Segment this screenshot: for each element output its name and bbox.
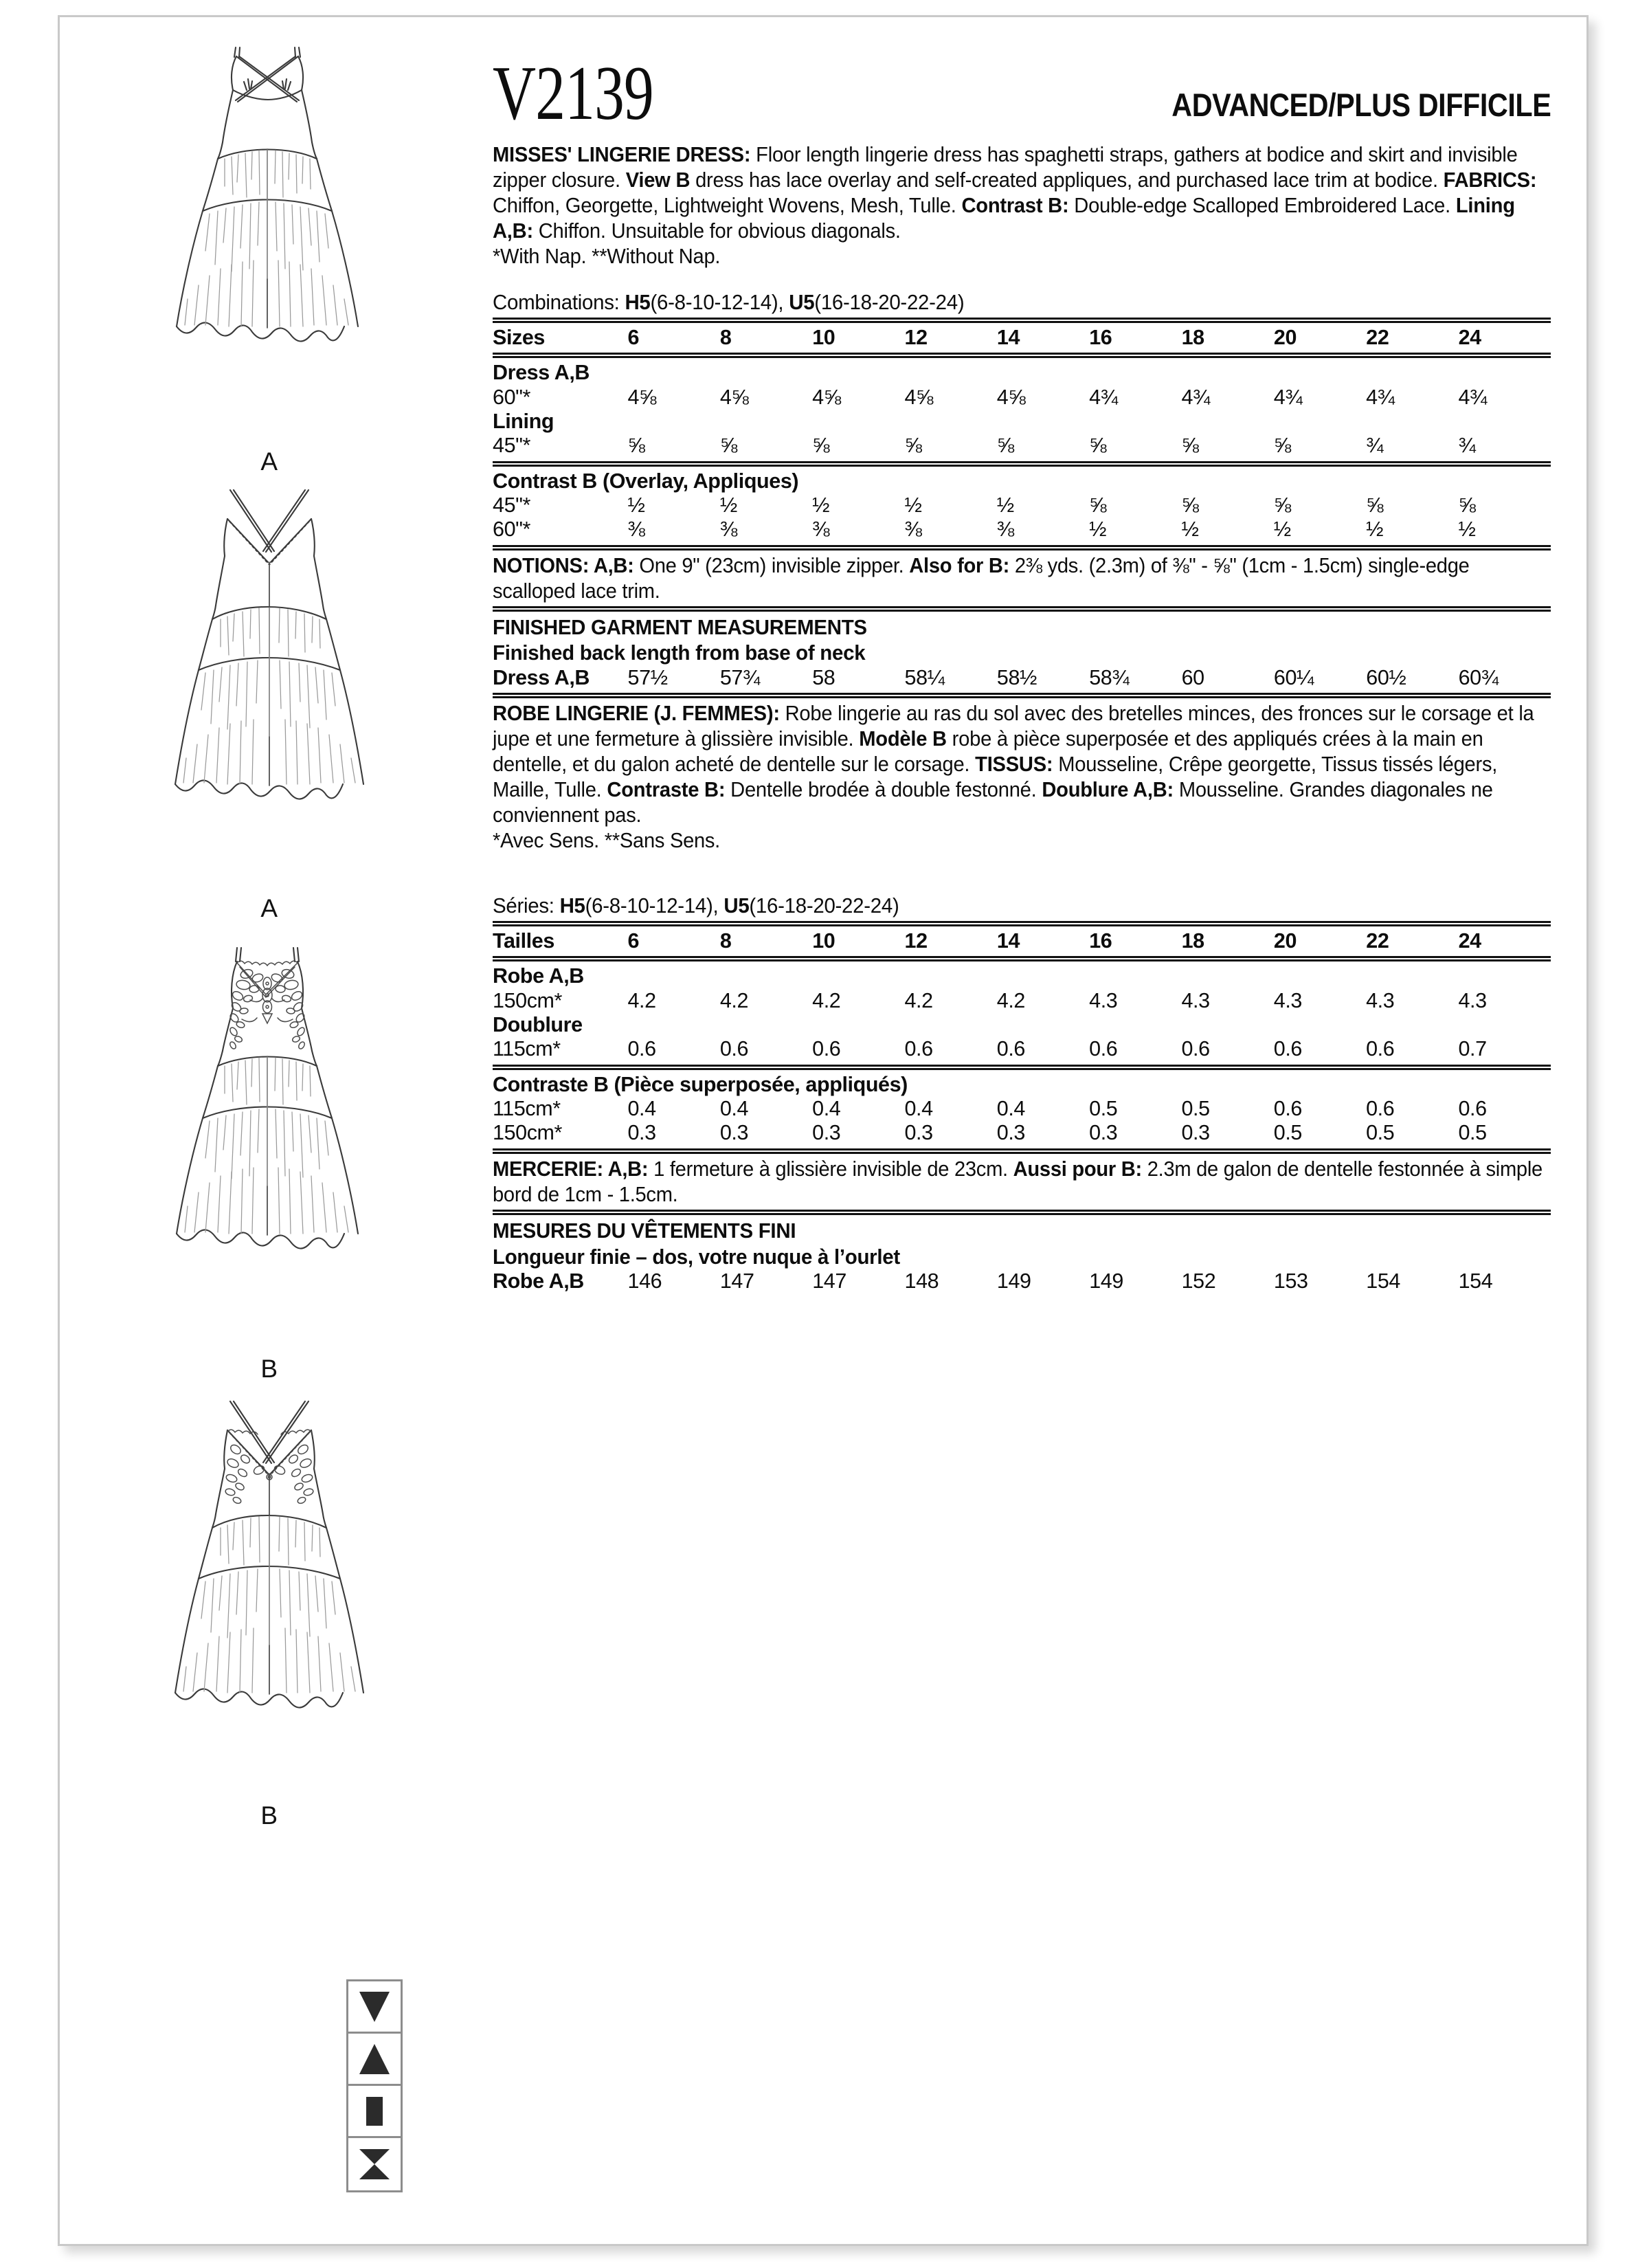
notions-text: NOTIONS: A,B: One 9" (23cm) invisible zipper. Also for B: 2⅜ yds. (2.3m) of ⅜" - ⅝" (1cm - 1.5cm) single-edge scalloped lace trim. xyxy=(493,553,1470,603)
yardage-cell: 4¾ xyxy=(1458,385,1488,409)
illustration-label: B xyxy=(260,1801,278,1830)
yardage-cell: 0.6 xyxy=(1089,1037,1118,1061)
group-label: Lining xyxy=(493,409,554,433)
yardage-cell: 0.4 xyxy=(996,1097,1025,1121)
yardage-cell: 0.3 xyxy=(1089,1121,1118,1145)
yardage-cell: ½ xyxy=(904,493,922,518)
yardage-cell: 0.3 xyxy=(1181,1121,1210,1145)
size-cell: 16 xyxy=(1089,325,1112,349)
row-label: 45"* xyxy=(493,493,531,518)
row-label: 150cm* xyxy=(493,988,563,1012)
row-label: Robe A,B xyxy=(493,1269,584,1293)
yardage-cell: ½ xyxy=(1366,518,1384,542)
yardage-cell: ½ xyxy=(812,493,830,518)
row-label: 150cm* xyxy=(493,1121,563,1145)
yardage-cell: 4.3 xyxy=(1181,988,1210,1012)
finished-cell: 60¼ xyxy=(1273,665,1314,689)
yardage-cell: 0.5 xyxy=(1181,1097,1210,1121)
yardage-cell: ½ xyxy=(1273,518,1291,542)
size-cell: 20 xyxy=(1273,929,1297,953)
yardage-cell: ½ xyxy=(1089,518,1107,542)
yardage-cell: 0.3 xyxy=(904,1121,933,1145)
metric-rule-head xyxy=(493,956,1551,961)
size-cell: 18 xyxy=(1181,929,1204,953)
yardage-cell: ⅝ xyxy=(812,434,830,458)
finished-cell: 148 xyxy=(904,1269,939,1293)
table-rule-mid-1 xyxy=(493,461,1551,467)
illustration-column xyxy=(101,24,438,2210)
table-rule-head xyxy=(493,353,1551,358)
yardage-cell: 0.4 xyxy=(627,1097,656,1121)
triangle-up-symbol xyxy=(348,2034,401,2086)
row-label: 60"* xyxy=(493,518,531,542)
french-description: ROBE LINGERIE (J. FEMMES): Robe lingerie au ras du sol avec des bretelles minces, des fronces sur le corsage et la jupe et une fermeture à glissière invisible. Modèle B robe à pièce superposée et des appliqués crées à la main en dentelle, et du galon acheté de dentelle sur le corsage. TISSUS: Mousseline, Crêpe georgette, Tissus tissés légers, Maille, Tulle. Contraste B: Dentelle brodée à double festonné. Doublure A,B: Mousseline. Grandes diagonales ne conviennent pas. xyxy=(493,702,1534,827)
yardage-cell: 0.6 xyxy=(719,1037,749,1061)
yardage-cell: 4⅝ xyxy=(904,385,934,409)
difficulty-label: ADVANCED/PLUS DIFFICILE xyxy=(1171,87,1551,123)
yardage-cell: 4.2 xyxy=(719,988,749,1012)
yardage-cell: 4¾ xyxy=(1089,385,1118,409)
illustration-a-back xyxy=(101,485,438,923)
table-rule-top xyxy=(493,318,1551,323)
yardage-cell: ¾ xyxy=(1366,434,1384,458)
yardage-cell: 4.3 xyxy=(1458,988,1487,1012)
table-group-row xyxy=(493,1013,1551,1037)
finished-measurements-heading: FINISHED GARMENT MEASUREMENTS xyxy=(493,615,867,640)
yardage-cell: 0.4 xyxy=(904,1097,933,1121)
row-label: 115cm* xyxy=(493,1037,561,1061)
yardage-cell: 0.5 xyxy=(1273,1121,1302,1145)
yardage-cell: ¾ xyxy=(1458,434,1476,458)
size-header-cell: Tailles xyxy=(493,929,554,953)
metric-rule-mid-2 xyxy=(493,1148,1551,1154)
triangle-down-symbol xyxy=(348,1981,401,2034)
row-label: Dress A,B xyxy=(493,665,590,689)
metric-yardage-table xyxy=(493,929,1551,953)
header-row xyxy=(493,42,1551,136)
yardage-cell: 4.2 xyxy=(996,988,1025,1012)
imperial-yardage-body xyxy=(493,361,1551,458)
yardage-cell: ⅝ xyxy=(1089,493,1107,518)
yardage-cell: ½ xyxy=(719,493,737,518)
yardage-cell: 4¾ xyxy=(1273,385,1303,409)
english-description: MISSES' LINGERIE DRESS: Floor length lingerie dress has spaghetti straps, gathers at bodice and skirt and invisible zipper closure. View B dress has lace overlay and self-created appliques, and purchased lace trim at bodice. FABRICS: Chiffon, Georgette, Lightweight Wovens, Mesh, Tulle. Contrast B: Double-edge Scalloped Embroidered Lace. Lining A,B: Chiffon. Unsuitable for obvious diagonals. xyxy=(493,143,1537,243)
yardage-cell: 4¾ xyxy=(1181,385,1211,409)
size-cell: 22 xyxy=(1366,929,1389,953)
mercerie-text: MERCERIE: A,B: 1 fermeture à glissière invisible de 23cm. Aussi pour B: 2.3m de galon de dentelle festonnée à simple bord de 1cm - 1.5cm. xyxy=(493,1157,1543,1206)
yardage-cell: 0.7 xyxy=(1458,1037,1487,1061)
yardage-cell: 4.3 xyxy=(1273,988,1302,1012)
finished-cell: 154 xyxy=(1366,1269,1400,1293)
illustration-label: A xyxy=(260,894,278,922)
yardage-cell: 0.6 xyxy=(904,1037,933,1061)
yardage-cell: 0.6 xyxy=(1181,1037,1210,1061)
table-row xyxy=(493,989,1551,1013)
mesures-sub: Longueur finie – dos, votre nuque à l’ourlet xyxy=(493,1244,900,1269)
illustration-label: A xyxy=(260,447,278,476)
yardage-cell: 0.6 xyxy=(996,1037,1025,1061)
size-cell: 6 xyxy=(627,929,640,953)
table-row xyxy=(493,1097,1551,1121)
french-nap-note: *Avec Sens. **Sans Sens. xyxy=(493,829,720,853)
metric-finished-table xyxy=(493,1269,1551,1293)
size-cell: 24 xyxy=(1458,929,1481,953)
yardage-cell: ⅜ xyxy=(719,518,737,542)
rule-before-mesures xyxy=(493,1210,1551,1215)
finished-cell: 57½ xyxy=(627,665,668,689)
yardage-cell: 4.3 xyxy=(1089,988,1118,1012)
table-group-row xyxy=(493,964,1551,988)
yardage-cell: 0.3 xyxy=(812,1121,841,1145)
yardage-cell: 0.5 xyxy=(1089,1097,1118,1121)
imperial-yardage-table xyxy=(493,326,1551,350)
finished-cell: 149 xyxy=(1089,1269,1123,1293)
finished-cell: 58 xyxy=(812,665,835,689)
yardage-cell: 0.5 xyxy=(1458,1121,1487,1145)
finished-cell: 154 xyxy=(1458,1269,1493,1293)
yardage-cell: 4.2 xyxy=(904,988,933,1012)
mesures-heading: MESURES DU VÊTEMENTS FINI xyxy=(493,1219,796,1243)
finished-cell: 149 xyxy=(996,1269,1031,1293)
table-group-row xyxy=(493,469,1551,493)
series-line: Séries: H5(6-8-10-12-14), U5(16-18-20-22-24) xyxy=(493,893,899,918)
table-row xyxy=(493,386,1551,410)
finished-cell: 147 xyxy=(719,1269,754,1293)
yardage-cell: 0.6 xyxy=(1273,1037,1302,1061)
size-cell: 6 xyxy=(627,325,640,349)
yardage-cell: 4⅝ xyxy=(996,385,1026,409)
finished-cell: 60½ xyxy=(1366,665,1406,689)
table-row xyxy=(493,1121,1551,1145)
yardage-cell: 0.5 xyxy=(1366,1121,1395,1145)
size-cell: 12 xyxy=(904,929,928,953)
table-row xyxy=(493,518,1551,542)
metric-rule-mid-1 xyxy=(493,1065,1551,1070)
table-header-row xyxy=(493,326,1551,350)
yardage-cell: ⅝ xyxy=(1273,493,1291,518)
table-row xyxy=(493,434,1551,458)
table-group-row xyxy=(493,410,1551,434)
group-label: Robe A,B xyxy=(493,964,584,988)
yardage-cell: 4⅝ xyxy=(812,385,841,409)
yardage-cell: 0.6 xyxy=(1458,1097,1487,1121)
finished-cell: 153 xyxy=(1273,1269,1308,1293)
group-label: Dress A,B xyxy=(493,361,590,385)
finished-row xyxy=(493,1269,1551,1293)
finished-cell: 57¾ xyxy=(719,665,761,689)
yardage-cell: ⅝ xyxy=(627,434,645,458)
table-header-row xyxy=(493,929,1551,953)
pattern-envelope-back xyxy=(58,15,1589,2246)
finished-cell: 152 xyxy=(1181,1269,1216,1293)
metric-contrast-body xyxy=(493,1073,1551,1146)
yardage-cell: ⅝ xyxy=(1181,493,1199,518)
size-cell: 20 xyxy=(1273,325,1297,349)
yardage-cell: 0.3 xyxy=(996,1121,1025,1145)
yardage-cell: 0.4 xyxy=(719,1097,749,1121)
yardage-cell: 0.3 xyxy=(719,1121,749,1145)
yardage-cell: 4⅝ xyxy=(719,385,749,409)
yardage-cell: 4.2 xyxy=(627,988,656,1012)
illustration-a-front xyxy=(101,24,438,476)
finished-cell: 146 xyxy=(627,1269,662,1293)
hourglass-symbol xyxy=(348,2138,401,2190)
yardage-cell: ⅝ xyxy=(719,434,737,458)
finished-cell: 58¼ xyxy=(904,665,945,689)
table-row xyxy=(493,493,1551,518)
row-label: 115cm* xyxy=(493,1097,561,1121)
finished-cell: 60¾ xyxy=(1458,665,1499,689)
yardage-cell: 4.2 xyxy=(812,988,841,1012)
yardage-cell: ½ xyxy=(1181,518,1199,542)
size-cell: 22 xyxy=(1366,325,1389,349)
yardage-cell: ⅜ xyxy=(996,518,1014,542)
rule-before-french xyxy=(493,693,1551,698)
finished-cell: 147 xyxy=(812,1269,846,1293)
yardage-cell: ⅝ xyxy=(1458,493,1476,518)
row-label: 60"* xyxy=(493,385,531,409)
size-cell: 10 xyxy=(812,929,835,953)
imperial-finished-table xyxy=(493,666,1551,690)
row-label: 45"* xyxy=(493,434,531,458)
yardage-cell: ½ xyxy=(627,493,645,518)
english-nap-note: *With Nap. **Without Nap. xyxy=(493,245,721,269)
yardage-cell: 0.6 xyxy=(1366,1037,1395,1061)
size-cell: 24 xyxy=(1458,325,1481,349)
rule-before-finished xyxy=(493,606,1551,612)
yardage-cell: 0.3 xyxy=(627,1121,656,1145)
yardage-cell: ½ xyxy=(1458,518,1476,542)
group-label: Contrast B (Overlay, Appliques) xyxy=(493,469,799,493)
yardage-cell: ⅝ xyxy=(904,434,922,458)
yardage-cell: 0.4 xyxy=(812,1097,841,1121)
yardage-cell: ⅜ xyxy=(904,518,922,542)
yardage-cell: 0.6 xyxy=(627,1037,656,1061)
symbol-key xyxy=(346,1979,403,2192)
yardage-cell: ⅜ xyxy=(627,518,645,542)
finished-cell: 58½ xyxy=(996,665,1037,689)
illustration-b-back xyxy=(101,1392,438,1830)
yardage-cell: ⅝ xyxy=(1366,493,1384,518)
size-cell: 8 xyxy=(719,325,732,349)
table-rule-mid-2 xyxy=(493,545,1551,551)
size-cell: 12 xyxy=(904,325,928,349)
page-title: V2139 xyxy=(493,50,653,136)
size-cell: 16 xyxy=(1089,929,1112,953)
illustration-label: B xyxy=(260,1355,278,1383)
table-group-row xyxy=(493,361,1551,385)
content-column xyxy=(493,42,1551,1293)
yardage-cell: 4⅝ xyxy=(627,385,657,409)
finished-cell: 60 xyxy=(1181,665,1204,689)
finished-cell: 58¾ xyxy=(1089,665,1130,689)
yardage-cell: ⅝ xyxy=(1181,434,1199,458)
table-group-row xyxy=(493,1073,1551,1097)
metric-rule-top xyxy=(493,921,1551,926)
yardage-cell: 0.6 xyxy=(1366,1097,1395,1121)
yardage-cell: ⅜ xyxy=(812,518,830,542)
finished-row xyxy=(493,666,1551,690)
illustration-b-front xyxy=(101,931,438,1383)
size-header-cell: Sizes xyxy=(493,325,545,349)
rectangle-symbol xyxy=(348,2086,401,2138)
finished-measurements-sub: Finished back length from base of neck xyxy=(493,641,866,665)
group-label: Doublure xyxy=(493,1012,583,1036)
yardage-cell: 4¾ xyxy=(1366,385,1395,409)
yardage-cell: ⅝ xyxy=(1089,434,1107,458)
metric-yardage-body xyxy=(493,964,1551,1062)
yardage-cell: ½ xyxy=(996,493,1014,518)
yardage-cell: ⅝ xyxy=(996,434,1014,458)
yardage-cell: ⅝ xyxy=(1273,434,1291,458)
yardage-cell: 0.6 xyxy=(812,1037,841,1061)
yardage-cell: 0.6 xyxy=(1273,1097,1302,1121)
group-label: Contraste B (Pièce superposée, appliqués) xyxy=(493,1072,908,1096)
imperial-contrast-body xyxy=(493,469,1551,542)
combinations-line: Combinations: H5(6-8-10-12-14), U5(16-18-20-22-24) xyxy=(493,289,965,314)
size-cell: 14 xyxy=(996,325,1020,349)
table-row xyxy=(493,1037,1551,1061)
size-cell: 14 xyxy=(996,929,1020,953)
yardage-cell: 4.3 xyxy=(1366,988,1395,1012)
size-cell: 18 xyxy=(1181,325,1204,349)
size-cell: 10 xyxy=(812,325,835,349)
size-cell: 8 xyxy=(719,929,732,953)
